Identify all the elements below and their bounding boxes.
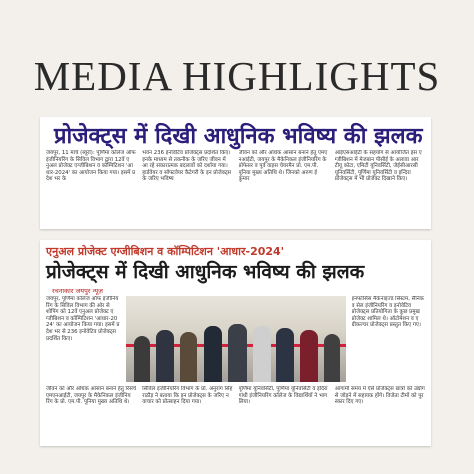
clipping-columns	[40, 150, 431, 226]
newspaper-clipping-2	[40, 240, 431, 446]
article-column: आगामी समय में ऐसे प्रोजेक्ट्स छात्रों को उद्योग से जोड़ने में सहायक होंगे। विजेता टीमों को पुरस्कार दिए गए।	[334, 386, 425, 406]
article-column: भवन 236 इनोवेटिव प्रोजेक्ट्स प्रदर्शित किए। इनके माध्यम से तकनीक के जरिए जीवन में आ रहे सकारात्मक बदलावों को दर्शाया गया। हार्डवेयर व सॉफ्टवेयर कैटेगरी के इन प्रोजेक्ट्स के जरिए भविष्य	[142, 150, 232, 183]
ribbon-cutting-photo	[126, 296, 346, 382]
clipping-headline: प्रोजेक्ट्स में दिखी आधुनिक भविष्य की झलक	[46, 261, 365, 283]
article-column: जीवन को और अधिक आसान बनाने हेतु रिसर्च एमएनआईटी, जयपुर के मैकेनिकल इंजीनियरिंग के प्रो. एम.पी. पूनिया मुख्य अतिथि थे।	[46, 386, 137, 406]
article-column: इनफोसिस मैकेनाइज्ड सिस्टम, सैनिक व सेल इंजीनियरिंग व इनोवेटिव प्रोजेक्ट्स प्रतियोगिता के कुछ प्रमुख प्रोजेक्ट शामिल थे। ऑटोमेशन व एग्रीकल्चर प्रोजेक्ट्स प्रस्तुत किए गए।	[351, 296, 424, 329]
newspaper-clipping-1	[40, 117, 431, 229]
person-figure	[324, 334, 340, 382]
article-column: जयपुर, पूर्णिमा कॉलेज ऑफ इंजीनियरिंग के सिविल विभाग की ओर से शोपिंग को 12वें एनुअल प्रोजेक्ट एग्जीबिशन व कॉम्पिटिशन 'आधार-2024' का आयोजन किया गया। इसमें प्रदेश भर से 236 इनोवेटिव प्रोजेक्ट्स प्रदर्शित किए।	[46, 296, 120, 342]
person-figure	[228, 324, 247, 382]
article-column: पूर्णिमा यूनिवर्सिटी, पूर्णिमा यूनिवर्सिटी व इंदिरा गांधी इंजीनियरिंग कॉलेज के विद्यार्थियों ने भाग लिया।	[238, 386, 328, 406]
clipping-headline: प्रोजेक्ट्स में दिखी आधुनिक भविष्य की झलक	[54, 124, 423, 149]
article-column: जीवन को और अधिक आसान बनाने हेतु एमएनआईटी, जयपुर के मैकेनिकल इंजीनियरिंग के प्रोफेसर व पूर्व वाइस चेयरमैन प्रो. एम.पी. पूनिया मुख्य अतिथि थे। जिनको अरुण ई कुमार	[238, 150, 328, 183]
person-figure	[204, 326, 222, 382]
person-figure	[134, 336, 150, 382]
person-figure	[180, 332, 197, 382]
article-column: जयपुर, 11 मार्च (ब्यूरो): पूर्णिमा कॉलेज ऑफ इंजीनियरिंग के सिविल विभाग द्वारा 12वें एनुअल प्रोजेक्ट एग्जीबिशन व कॉम्पिटिशन 'आधार-2024' का आयोजन किया गया। इसमें प्रदेश भर के	[46, 150, 136, 183]
person-figure	[300, 330, 318, 382]
clipping-byline: रचनाकार जयपुर न्यूज़	[52, 287, 103, 295]
clipping-bottom-columns	[40, 382, 431, 446]
person-figure	[276, 328, 294, 382]
clipping-body	[40, 296, 431, 382]
article-column: आईएसआईटी के सहयोग से आयोजित इस एग्जीबिशन में मेजबान पीसीई के अलावा आरटीयू कोटा, एमिटी यूनिवर्सिटी, जेईसीआरसी यूनिवर्सिटी, पूर्णिमा यूनिवर्सिटी व इन्दिरा प्रोजेक्ट्स में भी प्रोजेक्ट दिखाने किए।	[334, 150, 422, 183]
article-column: सिविल इंजीनियरिंग विभाग के प्रो. अनुराग सिंह राठौड़ ने बताया कि इन प्रोजेक्ट्स के जरिए नवाचार को प्रोत्साहन दिया गया।	[142, 386, 233, 406]
person-figure	[253, 326, 271, 382]
clipping-kicker: एनुअल प्रोजेक्ट एग्जीबिशन व कॉम्पिटिशन 'आधार-2024'	[46, 245, 285, 258]
person-figure	[156, 330, 174, 382]
page-title: MEDIA HIGHLIGHTS	[33, 53, 441, 99]
